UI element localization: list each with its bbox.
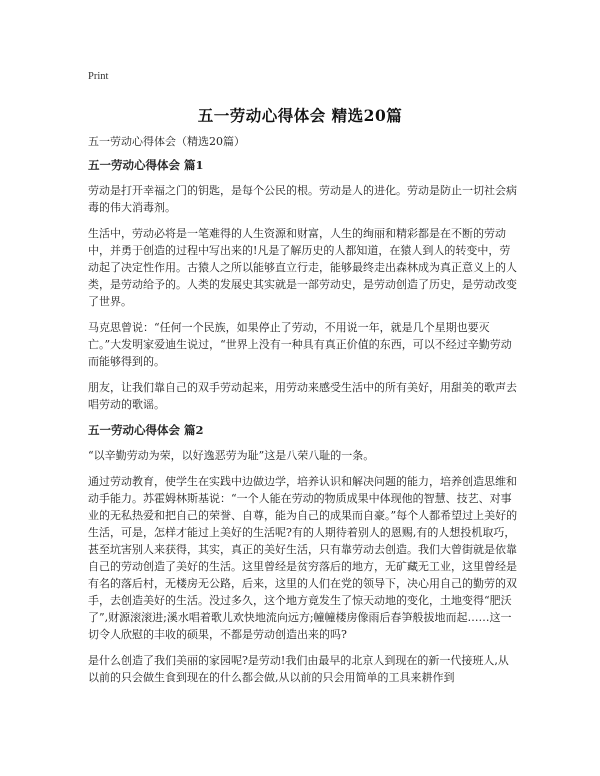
document-body [88,133,518,695]
section-1-paragraph-2: 生活中，劳动必将是一笔难得的人生资源和财富，人生的绚丽和精彩都是在不断的劳动中，并勇于创造的过程中写出来的!凡是了解历史的人都知道，在猿人到人的转变中，劳动起了决定性作用。古猿人之所以能够直立行走，能够最终走出森林成为真正意义上的人类，是劳动给予的。人类的发展史其实就是一部劳动史，是劳动创造了历史，是劳动改变了世界。 [88,227,517,308]
section-1-paragraph-3: 马克思曾说：“任何一个民族，如果停止了劳动，不用说一年，就是几个星期也要灭亡。”大发明家爱迪生说过，“世界上没有一种具有真正价值的东西，可以不经过辛勤劳动而能够得到的。 [88,321,512,368]
section-2-paragraph-1: “以辛勤劳动为荣，以好逸恶劳为耻”这是八荣八耻的一条。 [88,449,375,462]
section-1-paragraph-1: 劳动是打开幸福之门的钥匙，是每个公民的根。劳动是人的进化。劳动是防止一切社会病毒的伟大消毒剂。 [88,184,517,214]
section-heading-2: 五一劳动心得体会 篇2 [88,423,204,437]
print-label: Print [88,71,109,82]
section-1-paragraph-4: 朋友，让我们靠自己的双手劳动起来，用劳动来感受生活中的所有美好，用甜美的歌声去唱劳动的歌谣。 [88,381,517,411]
document-subtitle: 五一劳动心得体会（精选20篇） [88,135,245,148]
section-2-paragraph-2: 通过劳动教育，使学生在实践中边做边学，培养认识和解决问题的能力，培养创造思维和动手能力。苏霍姆林斯基说：“一个人能在劳动的物质成果中体现他的智慧、技艺、对事业的无私热爱和把自己的荣誉、自尊，能为自己的成果而自豪。”每个人都希望过上美好的生活，可是，怎样才能过上美好的生活呢?有的人期待着别人的恩赐,有的人想投机取巧，甚至坑害别人来获得，其实，真正的美好生活，只有靠劳动去创造。我们大曾街就是依靠自己的劳动创造了美好的生活。这里曾经是贫穷落后的地方，无矿藏无工业，这里曾经是有名的落后村，无楼房无公路，后来，这里的人们在党的领导下，决心用自己的勤劳的双手，去创造美好的生活。没过多久，这个地方竟发生了惊天动地的变化，土地变得“肥沃了”,财源滚滚进;溪水唱着歌儿欢快地流向远方;幢幢楼房像雨后春笋般拔地而起……这一切令人欣慰的丰收的硕果，不都是劳动创造出来的吗? [88,475,518,641]
section-2-paragraph-3: 是什么创造了我们美丽的家园呢?是劳动!我们由最早的北京人到现在的新一代接班人,从以前的只会做生食到现在的什么都会做,从以前的只会用简单的工具来耕作到 [88,654,509,684]
document-title: 五一劳动心得体会 精选20篇 [197,106,403,125]
section-heading-1: 五一劳动心得体会 篇1 [88,158,204,172]
